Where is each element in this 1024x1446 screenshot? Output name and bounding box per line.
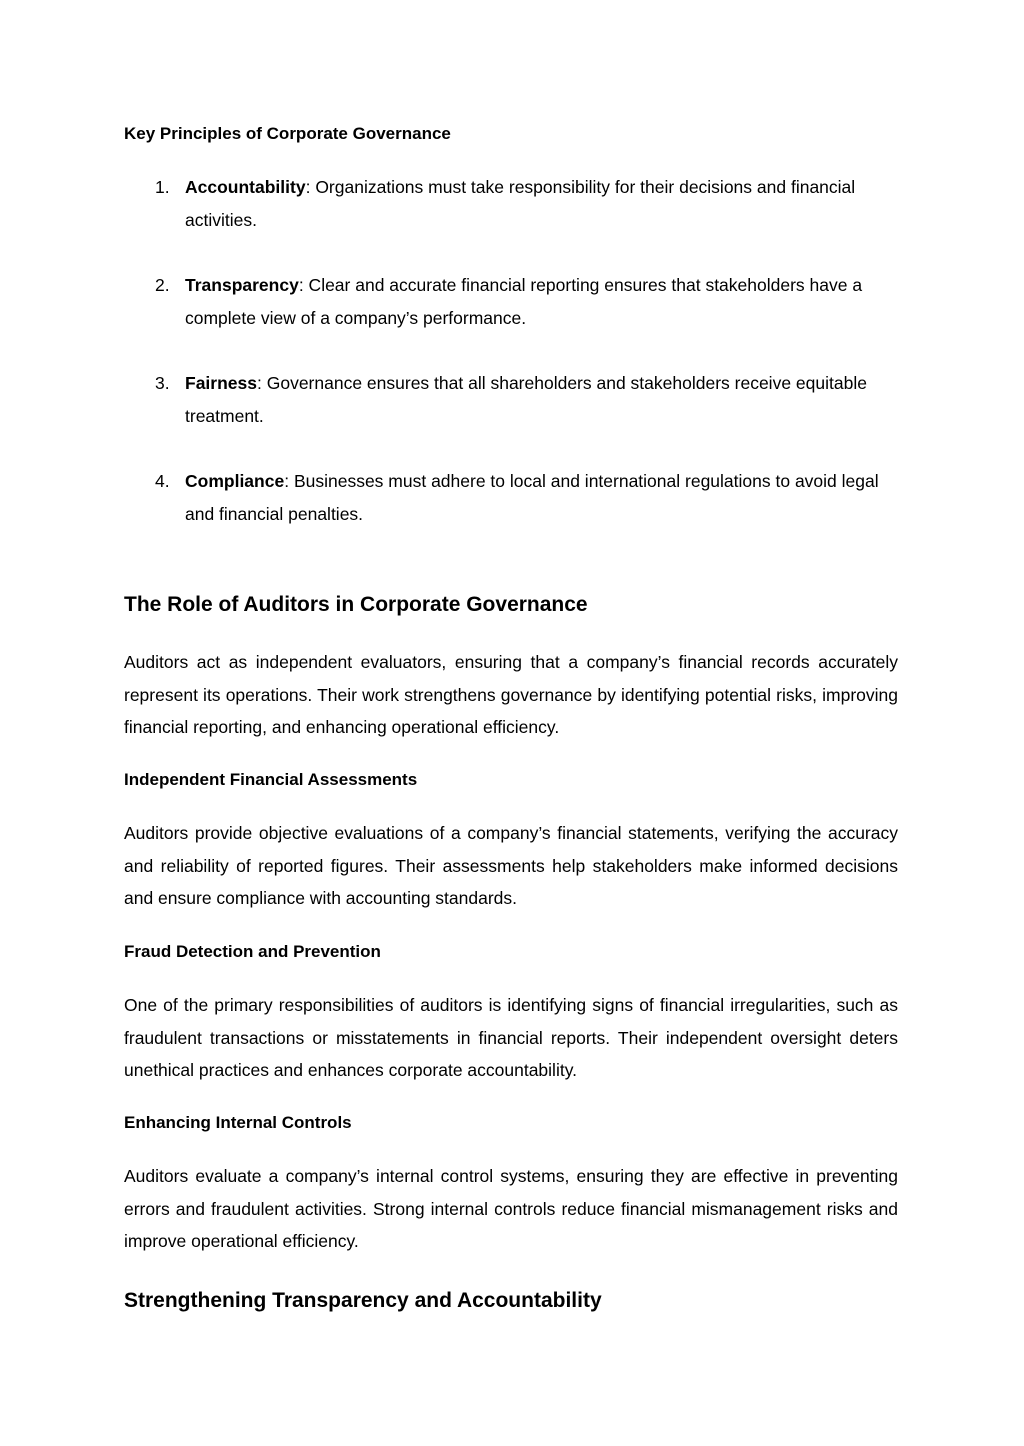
auditors-intro-paragraph: Auditors act as independent evaluators, ensuring that a company’s financial records accurately represent its operations. Their work strengthens governance by identifying potential risks, improving financial reporting, and enhancing operational efficiency. <box>124 652 898 737</box>
list-item-separator: : <box>298 275 304 295</box>
list-item-description: Businesses must adhere to local and international regulations to avoid legal and financial penalties. <box>185 471 879 524</box>
transparency-heading: Strengthening Transparency and Accountability <box>124 1289 602 1312</box>
list-item-text <box>185 465 898 530</box>
list-item-description: Governance ensures that all shareholders and stakeholders receive equitable treatment. <box>185 373 867 426</box>
list-item-separator: : <box>305 177 311 197</box>
key-principles-heading: Key Principles of Corporate Governance <box>124 124 451 143</box>
list-item <box>124 171 898 237</box>
document-page <box>124 0 898 1446</box>
internal-controls-heading: Enhancing Internal Controls <box>124 1113 352 1132</box>
independent-assessments-heading: Independent Financial Assessments <box>124 770 418 789</box>
list-item-term: Accountability <box>185 177 306 197</box>
list-number: 3. <box>155 373 170 393</box>
independent-assessments-paragraph: Auditors provide objective evaluations of a company’s financial statements, verifying the accuracy and reliability of reported figures. Their assessments help stakeholders make informed decisions and ensure compliance with accounting standards. <box>124 823 898 908</box>
list-item-text <box>185 171 898 236</box>
list-item-term: Compliance <box>185 471 285 491</box>
list-item <box>124 465 898 531</box>
fraud-detection-paragraph: One of the primary responsibilities of auditors is identifying signs of financial irregularities, such as fraudulent transactions or misstatements in financial reports. Their independent oversight deters unethical practices and enhances corporate accountability. <box>124 995 898 1080</box>
list-number: 4. <box>155 471 170 491</box>
fraud-detection-heading: Fraud Detection and Prevention <box>124 942 381 961</box>
internal-controls-paragraph: Auditors evaluate a company’s internal control systems, ensuring they are effective in preventing errors and fraudulent activities. Strong internal controls reduce financial mismanagement risks and improve operational efficiency. <box>124 1166 898 1251</box>
list-item-text <box>185 269 898 334</box>
list-item <box>124 269 898 335</box>
list-item-text <box>185 367 898 432</box>
list-item-term: Transparency <box>185 275 299 295</box>
list-item-separator: : <box>284 471 290 491</box>
list-item <box>124 367 898 433</box>
list-item-separator: : <box>256 373 262 393</box>
list-number: 1. <box>155 177 170 197</box>
list-item-term: Fairness <box>185 373 257 393</box>
list-item-description: Clear and accurate financial reporting ensures that stakeholders have a complete view of a company’s performance. <box>185 275 863 328</box>
auditors-role-heading: The Role of Auditors in Corporate Governance <box>124 593 588 616</box>
list-item-description: Organizations must take responsibility for their decisions and financial activities. <box>185 177 856 230</box>
list-number: 2. <box>155 275 170 295</box>
